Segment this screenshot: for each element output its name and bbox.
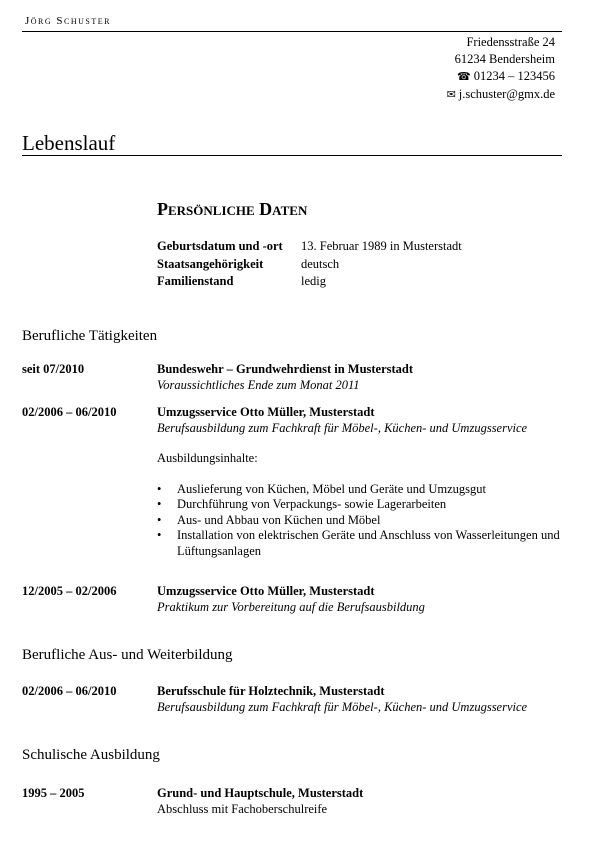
entry-description: Praktikum zur Vorbereitung auf die Berufsausbildung bbox=[157, 599, 425, 614]
list-item-text: Installation von elektrischen Geräte und Anschluss von Wasserleitungen und Lüftungsanlagen bbox=[177, 528, 560, 558]
personal-label: Familienstand bbox=[157, 274, 234, 288]
personal-row bbox=[157, 273, 462, 291]
personal-table bbox=[157, 238, 462, 291]
header-name: Jörg Schuster bbox=[25, 15, 111, 27]
contact-street: Friedensstraße 24 bbox=[466, 35, 555, 49]
entry-description: Berufsausbildung zum Fachkraft für Möbel-, Küchen- und Umzugsservice bbox=[157, 420, 528, 435]
bullet-icon: • bbox=[157, 512, 162, 527]
contact-email[interactable]: j.schuster@gmx.de bbox=[458, 87, 555, 101]
personal-value: deutsch bbox=[301, 256, 340, 271]
list-item bbox=[157, 497, 562, 513]
list-item bbox=[157, 481, 562, 498]
title-rule bbox=[22, 155, 562, 156]
training-entry bbox=[22, 684, 562, 715]
list-item bbox=[157, 528, 562, 559]
work-entry bbox=[22, 584, 562, 615]
school-heading: Schulische Ausbildung bbox=[22, 747, 160, 763]
document-title: Lebenslauf bbox=[22, 131, 116, 155]
list-item-text: Aus- und Abbau von Küchen und Möbel bbox=[177, 512, 381, 527]
personal-label: Geburtsdatum und -ort bbox=[157, 239, 283, 253]
personal-label: Staatsangehörigkeit bbox=[157, 256, 264, 271]
school-entry bbox=[22, 786, 562, 817]
entry-organization: Umzugsservice Otto Müller, Musterstadt bbox=[157, 405, 375, 419]
entry-organization: Bundeswehr – Grundwehrdienst in Musterstadt bbox=[157, 362, 414, 376]
entry-description: Berufsausbildung zum Fachkraft für Möbel-, Küchen- und Umzugsservice bbox=[157, 699, 528, 714]
work-heading: Berufliche Tätigkeiten bbox=[22, 328, 158, 344]
task-list bbox=[157, 482, 562, 560]
entry-detail: Abschluss mit Fachoberschulreife bbox=[157, 801, 328, 816]
entry-organization: Berufsschule für Holztechnik, Musterstadt bbox=[157, 684, 385, 698]
bullet-icon: • bbox=[157, 497, 162, 511]
work-entry bbox=[22, 405, 562, 559]
training-heading: Berufliche Aus- und Weiterbildung bbox=[22, 647, 233, 663]
personal-row bbox=[157, 238, 462, 256]
entry-organization: Grund- und Hauptschule, Musterstadt bbox=[157, 786, 364, 800]
entry-organization: Umzugsservice Otto Müller, Musterstadt bbox=[157, 584, 375, 598]
list-item-text: Durchführung von Verpackungs- sowie Lagerarbeiten bbox=[177, 497, 447, 511]
entry-date: 02/2006 – 06/2010 bbox=[22, 684, 117, 698]
phone-icon: ☎ bbox=[457, 71, 471, 83]
entry-description: Voraussichtliches Ende zum Monat 2011 bbox=[157, 377, 360, 392]
contact-phone: 01234 – 123456 bbox=[473, 69, 555, 83]
envelope-icon: ✉ bbox=[446, 89, 456, 101]
personal-value: 13. Februar 1989 in Musterstadt bbox=[301, 239, 462, 253]
entry-intro: Ausbildungsinhalte: bbox=[157, 451, 258, 465]
entry-date: 1995 – 2005 bbox=[22, 786, 85, 800]
list-item bbox=[157, 512, 562, 529]
bullet-icon: • bbox=[157, 528, 162, 542]
list-item-text: Auslieferung von Küchen, Möbel und Geräte und Umzugsgut bbox=[177, 481, 486, 496]
entry-date: seit 07/2010 bbox=[22, 362, 85, 376]
bullet-icon: • bbox=[157, 481, 162, 496]
work-entry bbox=[22, 362, 562, 393]
personal-heading: Persönliche Daten bbox=[157, 199, 308, 219]
contact-block bbox=[447, 34, 555, 104]
personal-value: ledig bbox=[301, 274, 326, 288]
entry-date: 12/2005 – 02/2006 bbox=[22, 584, 117, 598]
personal-row bbox=[157, 256, 462, 274]
header-rule bbox=[22, 31, 562, 32]
contact-phone-line bbox=[447, 68, 555, 86]
contact-email-line bbox=[447, 86, 555, 104]
entry-date: 02/2006 – 06/2010 bbox=[22, 405, 117, 419]
contact-city: 61234 Bendersheim bbox=[454, 52, 555, 66]
